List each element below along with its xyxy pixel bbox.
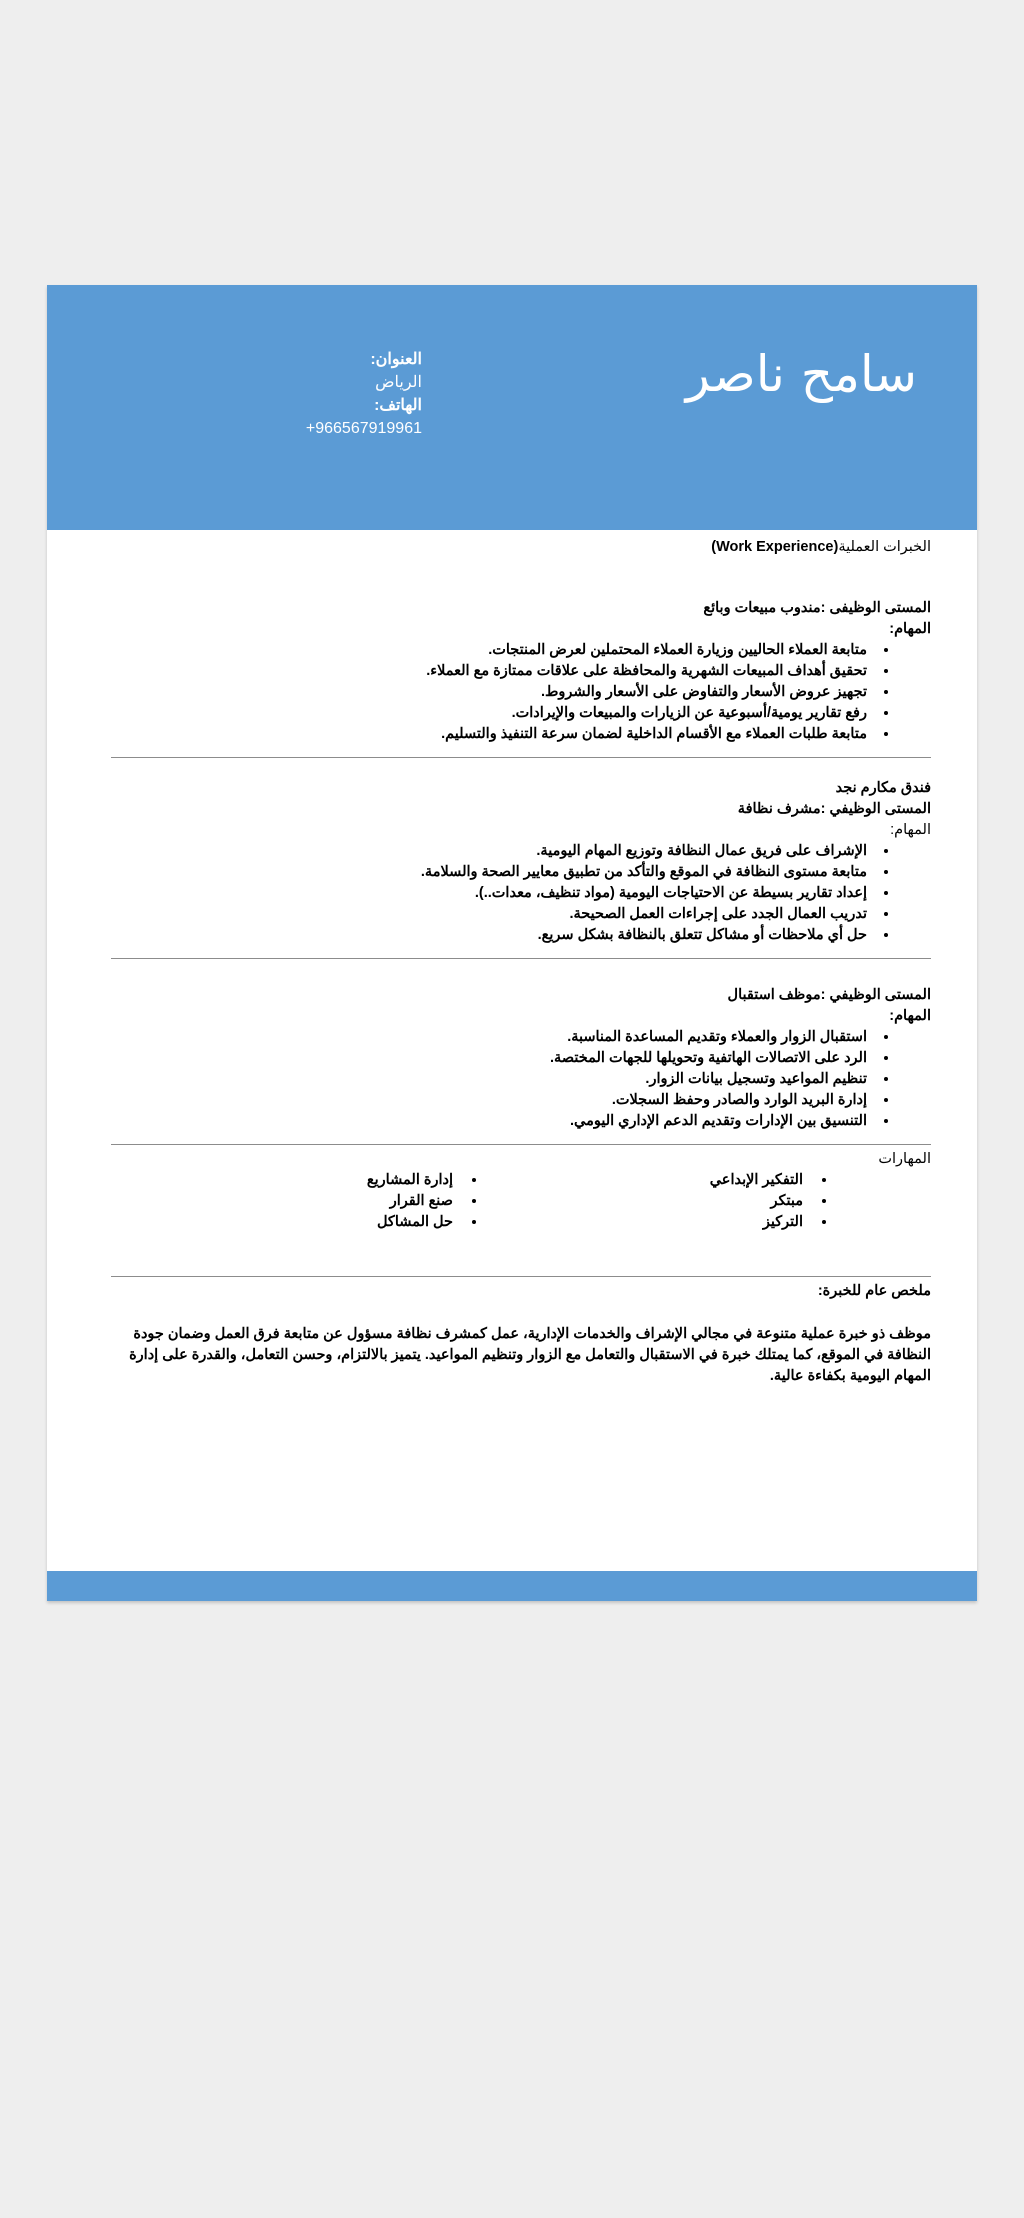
skills-title: المهارات xyxy=(878,1151,931,1167)
skill-item: • مبتكر xyxy=(710,1191,811,1212)
task-list xyxy=(111,1027,931,1132)
experience-heading xyxy=(111,537,931,558)
task-item: • استقبال الزوار والعملاء وتقديم المساعدة المناسبة. xyxy=(111,1027,873,1048)
section-divider xyxy=(111,1276,931,1277)
task-item: • الإشراف على فريق عمال النظافة وتوزيع المهام اليومية. xyxy=(111,841,873,862)
job-entry xyxy=(111,985,931,1132)
resume-content xyxy=(111,537,931,1387)
skills-column-2 xyxy=(367,1170,491,1233)
skills-grid xyxy=(111,1170,931,1242)
section-divider xyxy=(111,958,931,959)
task-list xyxy=(111,640,931,745)
task-item: • إعداد تقارير بسيطة عن الاحتياجات اليومية (مواد تنظيف، معدات..). xyxy=(111,883,873,904)
resume-page xyxy=(47,285,977,1601)
summary-title: ملخص عام للخبرة: xyxy=(817,1283,931,1299)
task-item: • حل أي ملاحظات أو مشاكل تتعلق بالنظافة بشكل سريع. xyxy=(111,925,873,946)
header-banner xyxy=(47,285,977,530)
task-item: • تحقيق أهداف المبيعات الشهرية والمحافظة على علاقات ممتازة مع العملاء. xyxy=(111,661,873,682)
tasks-label: المهام: xyxy=(889,1008,931,1024)
phone-value: +966567919961 xyxy=(305,420,422,437)
summary-text: موظف ذو خبرة عملية متنوعة في مجالي الإشراف والخدمات الإدارية، عمل كمشرف نظافة مسؤول عن متابعة فرق العمل وضمان جودة النظافة في الموقع، كما يمتلك خبرة في الاستقبال والتعامل مع الزوار وتنظيم المواعيد. يتميز بالالتزام، وحسن التعامل، والقدرة على إدارة المهام اليومية بكفاءة عالية. xyxy=(129,1326,931,1384)
skill-item: • حل المشاكل xyxy=(367,1212,461,1233)
address-label: العنوان: xyxy=(370,351,422,368)
section-divider xyxy=(111,757,931,758)
skills-column-1 xyxy=(710,1170,841,1233)
tasks-label: المهام: xyxy=(889,621,931,637)
job-entry xyxy=(111,598,931,745)
phone-label: الهاتف: xyxy=(374,397,422,414)
task-item: • تجهيز عروض الأسعار والتفاوض على الأسعار والشروط. xyxy=(111,682,873,703)
contact-info xyxy=(306,348,422,440)
footer-banner xyxy=(47,1571,977,1601)
job-title: المستى الوظيفي :موظف استقبال xyxy=(727,987,931,1003)
summary-section xyxy=(111,1281,931,1387)
company-name: فندق مكارم نجد xyxy=(835,780,931,796)
skill-item: • صنع القرار xyxy=(367,1191,461,1212)
experience-title-en: (Work Experience) xyxy=(711,539,839,555)
skill-item: • التفكير الإبداعي xyxy=(710,1170,811,1191)
job-title: المستى الوظيفى :مندوب مبيعات وبائع xyxy=(703,600,931,616)
task-item: • متابعة مستوى النظافة في الموقع والتأكد من تطبيق معايير الصحة والسلامة. xyxy=(111,862,873,883)
task-item: • إدارة البريد الوارد والصادر وحفظ السجلات. xyxy=(111,1090,873,1111)
tasks-label: المهام: xyxy=(890,822,931,838)
job-entry xyxy=(111,778,931,946)
task-item: • تنظيم المواعيد وتسجيل بيانات الزوار. xyxy=(111,1069,873,1090)
task-item: • رفع تقارير يومية/أسبوعية عن الزيارات والمبيعات والإيرادات. xyxy=(111,703,873,724)
skill-item: • التركيز xyxy=(710,1212,811,1233)
job-title: المستى الوظيفي :مشرف نظافة xyxy=(737,801,931,817)
task-item: • تدريب العمال الجدد على إجراءات العمل الصحيحة. xyxy=(111,904,873,925)
candidate-name: سامح ناصر xyxy=(685,345,917,403)
skills-section xyxy=(111,1149,931,1242)
task-item: • الرد على الاتصالات الهاتفية وتحويلها للجهات المختصة. xyxy=(111,1048,873,1069)
address-value: الرياض xyxy=(375,374,422,391)
task-item: • متابعة طلبات العملاء مع الأقسام الداخلية لضمان سرعة التنفيذ والتسليم. xyxy=(111,724,873,745)
skill-item: • إدارة المشاريع xyxy=(367,1170,461,1191)
task-item: • التنسيق بين الإدارات وتقديم الدعم الإداري اليومي. xyxy=(111,1111,873,1132)
experience-title-ar: الخبرات العملية xyxy=(838,539,931,555)
task-list xyxy=(111,841,931,946)
section-divider xyxy=(111,1144,931,1145)
task-item: • متابعة العملاء الحاليين وزيارة العملاء المحتملين لعرض المنتجات. xyxy=(111,640,873,661)
